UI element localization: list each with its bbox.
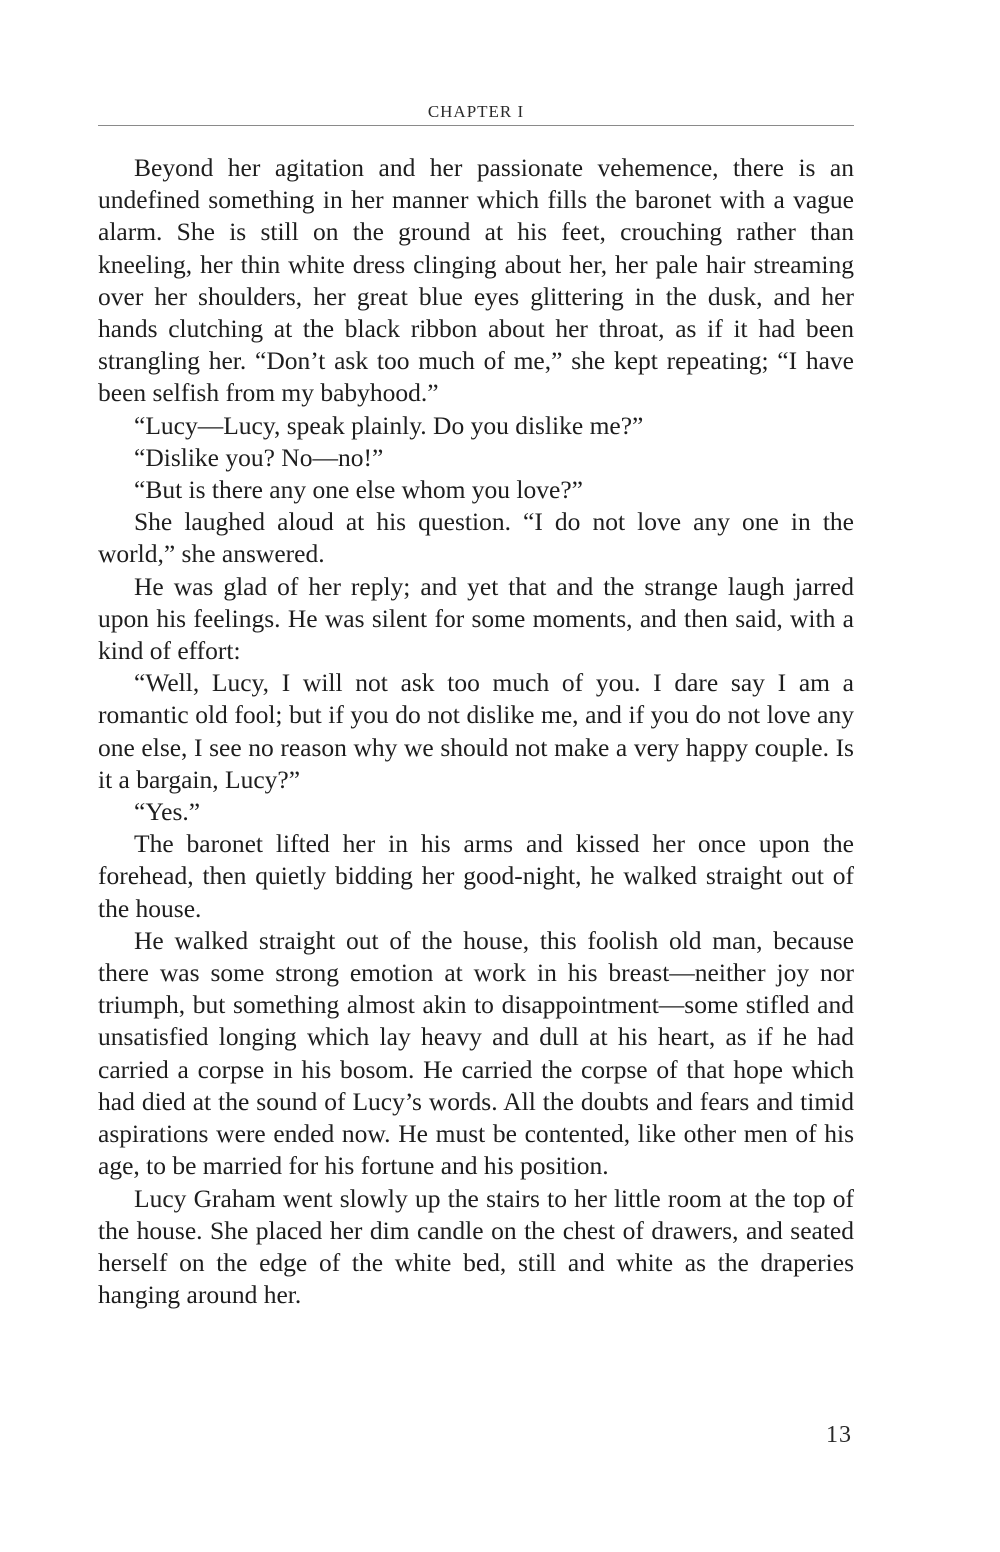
body-text [98, 152, 854, 1311]
paragraph: Lucy Graham went slowly up the stairs to her little room at the top of the house. She placed her dim candle on the chest of drawers, and seated herself on the edge of the white bed, still and white as the draperies hanging around her. [98, 1183, 854, 1310]
paragraph: “Lucy—Lucy, speak plainly. Do you dislike me?” [134, 410, 644, 440]
paragraph: She laughed aloud at his question. “I do not love any one in the world,” she answered. [98, 507, 854, 569]
paragraph: The baronet lifted her in his arms and kissed her once upon the forehead, then quietly bidding her good-night, he walked straight out of the house. [98, 829, 854, 923]
paragraph: He walked straight out of the house, this foolish old man, because there was some strong emotion at work in his breast—neither joy nor triumph, but something almost akin to disappointment—some stifled and unsatisfied longing which lay heavy and dull at his heart, as if he had carried a corpse in his bosom. He carried the corpse of that hope which had died at the sound of Lucy’s words. All the doubts and fears and timid aspirations were ended now. He must be contented, like other men of his age, to be married for his fortune and his position. [98, 925, 854, 1181]
paragraph: “Dislike you? No—no!” [134, 442, 384, 472]
paragraph: “Yes.” [134, 797, 201, 827]
paragraph: “But is there any one else whom you love?” [134, 475, 583, 505]
header-rule [98, 125, 854, 126]
running-head: CHAPTER I [427, 102, 525, 121]
book-page [98, 0, 854, 1552]
page-number: 13 [826, 1422, 852, 1448]
paragraph: “Well, Lucy, I will not ask too much of you. I dare say I am a romantic old fool; but if you do not dislike me, and if you do not love any one else, I see no reason why we should not make a very happy couple. Is it a bargain, Lucy?” [98, 668, 854, 794]
paragraph: Beyond her agitation and her passionate vehemence, there is an undefined something in her manner which fills the baronet with a vague alarm. She is still on the ground at his feet, crouching rather than kneeling, her thin white dress clinging about her, her pale hair streaming over her shoulders, her great blue eyes glittering in the dusk, and her hands clutching at the black ribbon about her throat, as if it had been strangling her. “Don’t ask too much of me,” she kept repeating; “I have been selfish from my babyhood.” [98, 153, 854, 408]
paragraph: He was glad of her reply; and yet that and the strange laugh jarred upon his feelings. He was silent for some moments, and then said, with a kind of effort: [98, 571, 854, 666]
